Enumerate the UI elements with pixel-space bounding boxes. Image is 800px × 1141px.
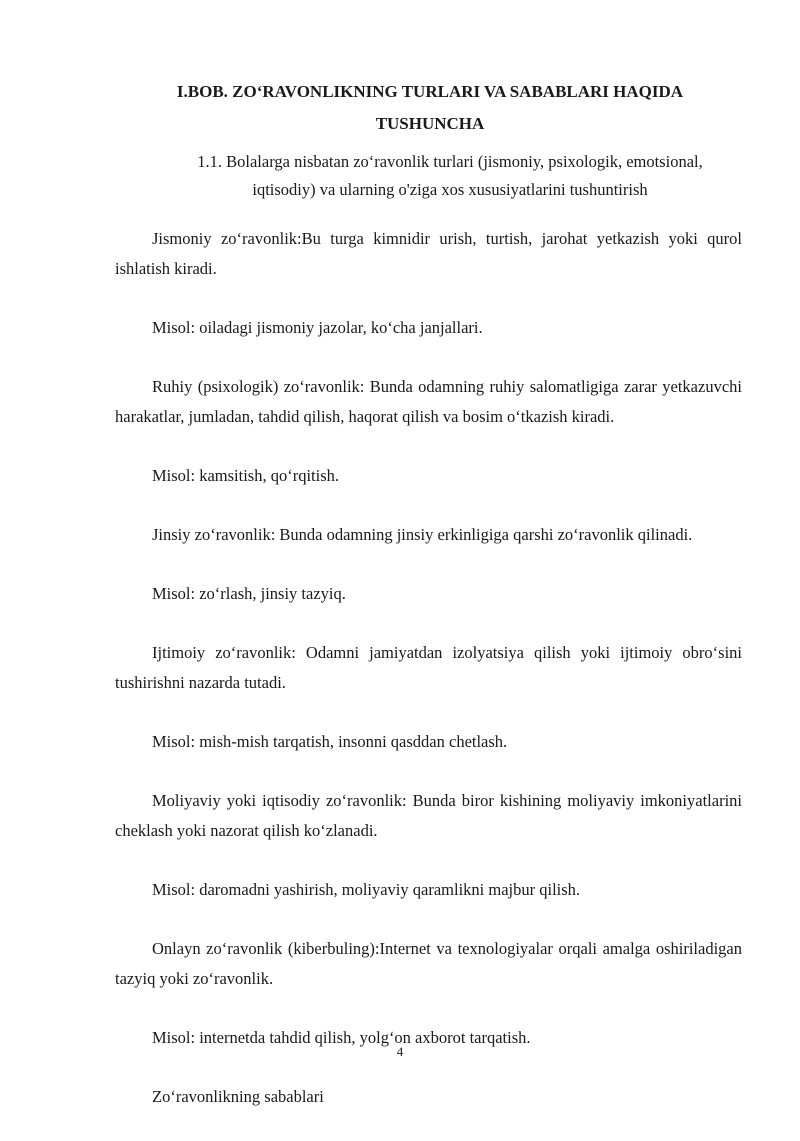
section-title-line-2: iqtisodiy) va ularning o'ziga xos xususiyatlarini tushuntirish bbox=[252, 180, 648, 199]
paragraph-physical-violence: Jismoniy zo‘ravonlik:Bu turga kimnidir urish, turtish, jarohat yetkazish yoki qurol ishlatish kiradi. bbox=[115, 229, 742, 278]
paragraph-social-violence: Ijtimoiy zo‘ravonlik: Odamni jamiyatdan izolyatsiya qilish yoki ijtimoiy obro‘sini tushirishni nazarda tutadi. bbox=[115, 643, 742, 692]
paragraph-sexual-violence: Jinsiy zo‘ravonlik: Bunda odamning jinsiy erkinligiga qarshi zo‘ravonlik qilinadi. bbox=[152, 525, 693, 544]
chapter-title-line-2: TUSHUNCHA bbox=[375, 114, 485, 133]
paragraph-sexual-example: Misol: zo‘rlash, jinsiy tazyiq. bbox=[152, 584, 346, 603]
section-title bbox=[150, 148, 750, 204]
paragraph-causes-heading: Zo‘ravonlikning sabablari bbox=[152, 1087, 324, 1106]
paragraph-social-example: Misol: mish-mish tarqatish, insonni qasddan chetlash. bbox=[152, 732, 508, 751]
paragraph-financial-violence: Moliyaviy yoki iqtisodiy zo‘ravonlik: Bunda biror kishining moliyaviy imkoniyatlarini cheklash yoki nazorat qilish ko‘zlanadi. bbox=[115, 791, 742, 840]
chapter-title bbox=[110, 76, 750, 140]
body-text bbox=[115, 224, 742, 1141]
paragraph-physical-example: Misol: oiladagi jismoniy jazolar, ko‘cha janjallari. bbox=[152, 318, 483, 337]
paragraph-psychological-example: Misol: kamsitish, qo‘rqitish. bbox=[152, 466, 340, 485]
paragraph-online-violence: Onlayn zo‘ravonlik (kiberbuling):Internet va texnologiyalar orqali amalga oshiriladigan tazyiq yoki zo‘ravonlik. bbox=[115, 939, 742, 988]
page-number: 4 bbox=[396, 1044, 404, 1059]
paragraph-financial-example: Misol: daromadni yashirish, moliyaviy qaramlikni majbur qilish. bbox=[152, 880, 581, 899]
paragraph-online-example: Misol: internetda tahdid qilish, yolg‘on axborot tarqatish. bbox=[152, 1028, 531, 1047]
chapter-title-line-1: I.BOB. ZO‘RAVONLIKNING TURLARI VA SABABLARI HAQIDA bbox=[176, 82, 684, 101]
paragraph-psychological-violence: Ruhiy (psixologik) zo‘ravonlik: Bunda odamning ruhiy salomatligiga zarar yetkazuvchi harakatlar, jumladan, tahdid qilish, haqorat qilish va bosim o‘tkazish kiradi. bbox=[115, 377, 742, 426]
section-title-line-1: 1.1. Bolalarga nisbatan zo‘ravonlik turlari (jismoniy, psixologik, emotsional, bbox=[197, 152, 703, 171]
